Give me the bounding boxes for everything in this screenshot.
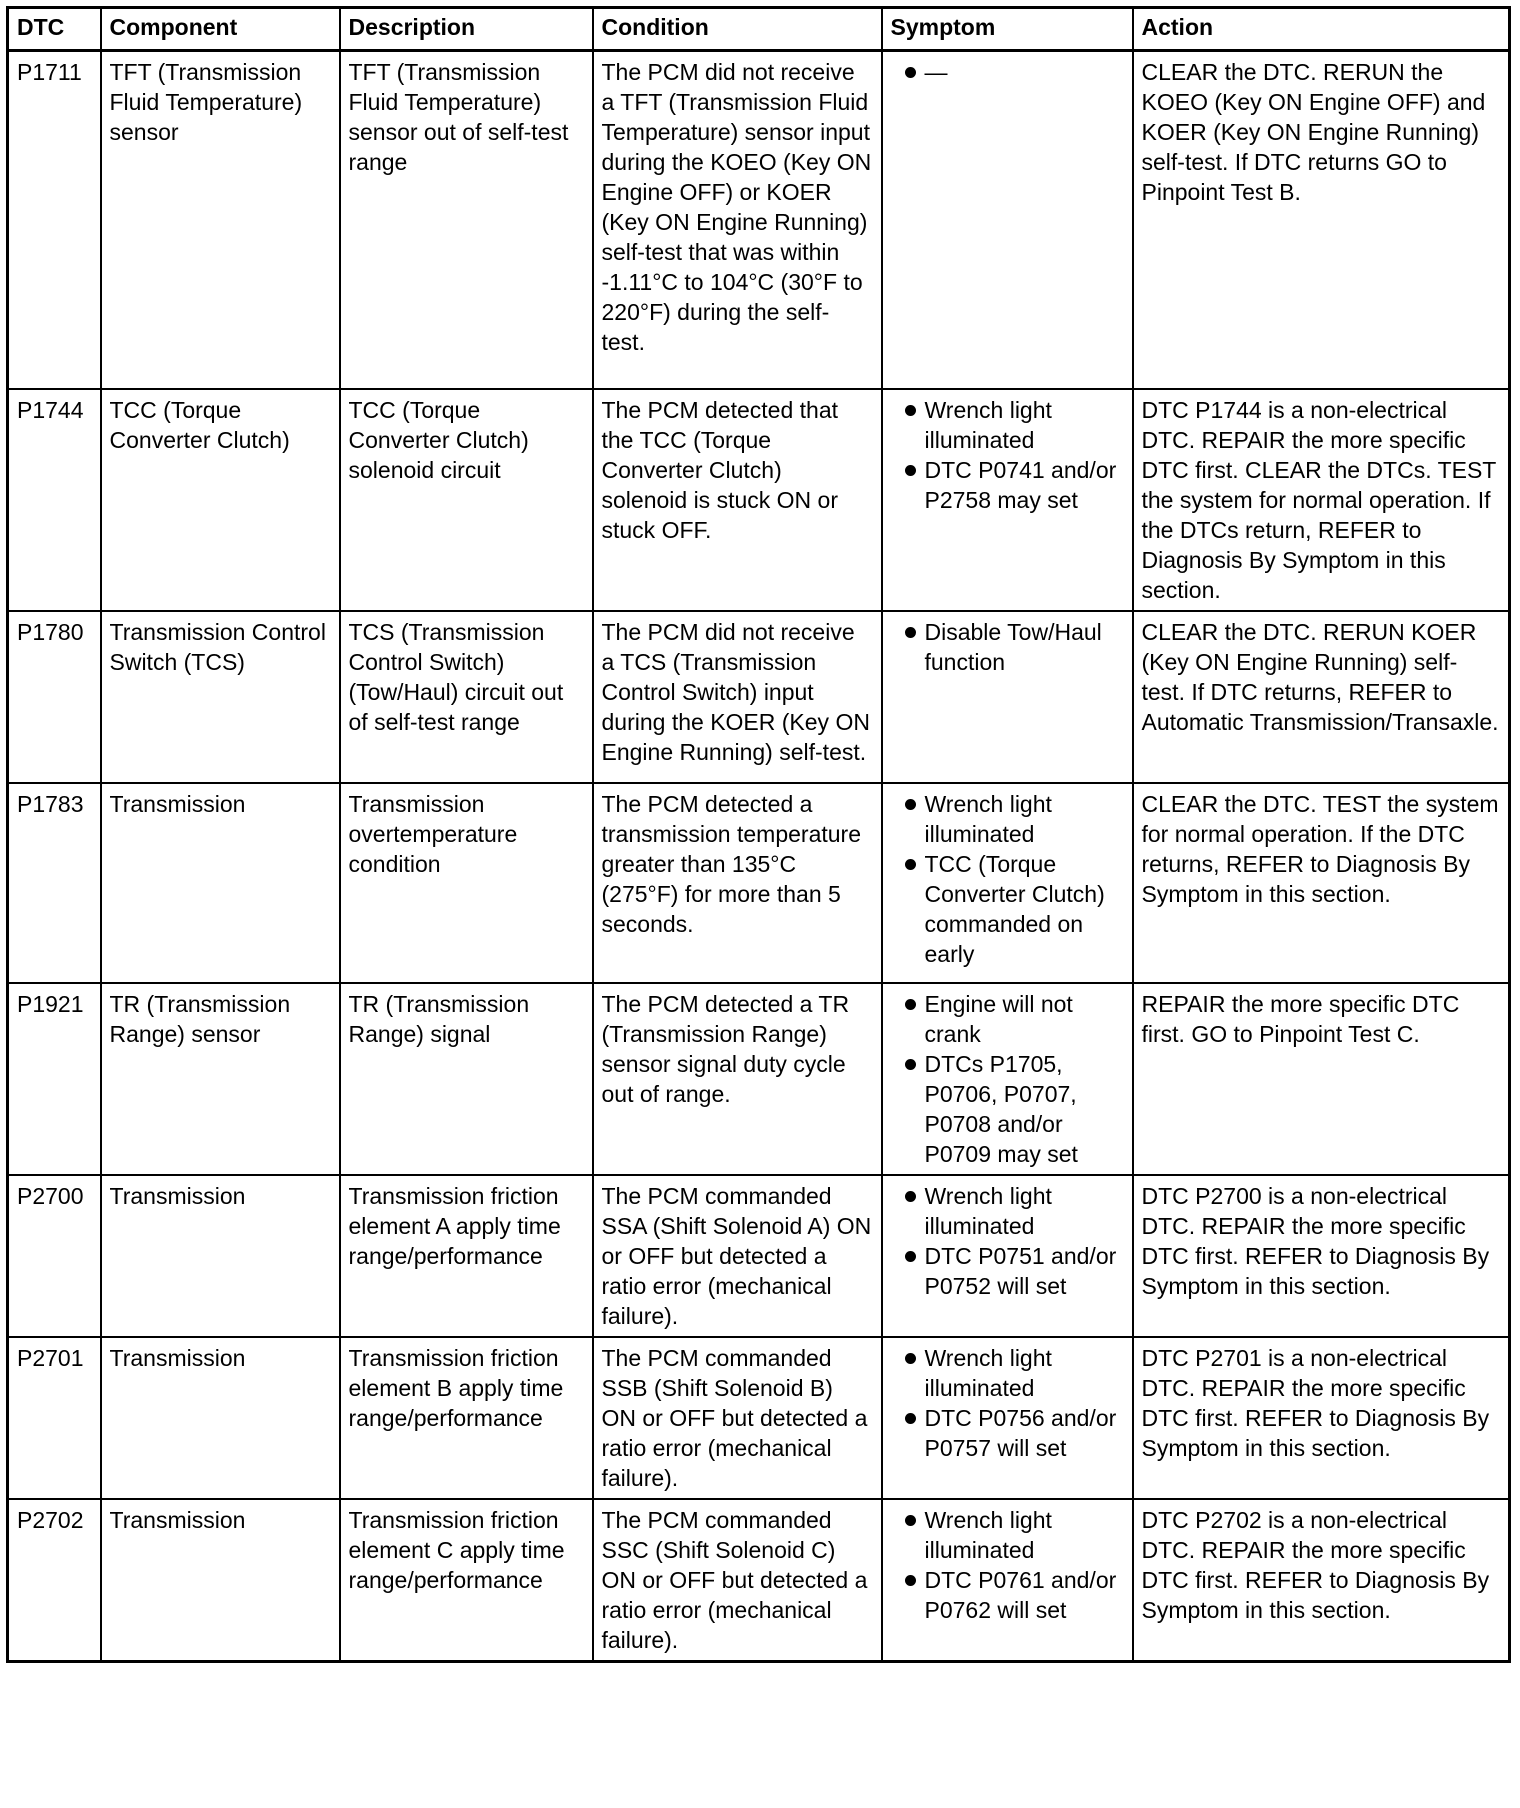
dtc-table-container: [6, 6, 1511, 1663]
table-row: [8, 611, 1510, 783]
description-cell: TCS (Transmission Control Switch) (Tow/Haul) circuit out of self-test range: [340, 611, 593, 783]
symptom-cell: [882, 611, 1133, 783]
symptom-cell: [882, 389, 1133, 611]
symptom-item: Wrench light illuminated: [891, 1343, 1124, 1403]
symptom-item: DTC P0761 and/or P0762 will set: [891, 1565, 1124, 1625]
symptom-cell: [882, 1499, 1133, 1662]
condition-cell: The PCM detected a transmission temperature greater than 135°C (275°F) for more than 5 seconds.: [593, 783, 882, 983]
description-cell: Transmission friction element A apply time range/performance: [340, 1175, 593, 1337]
action-cell: CLEAR the DTC. RERUN KOER (Key ON Engine Running) self-test. If DTC returns, REFER to Automatic Transmission/Transaxle.: [1133, 611, 1510, 783]
symptom-list: [891, 617, 1124, 677]
dtc-code-cell: P1711: [8, 51, 101, 389]
condition-cell: The PCM did not receive a TCS (Transmission Control Switch) input during the KOER (Key ON Engine Running) self-test.: [593, 611, 882, 783]
description-cell: Transmission friction element B apply time range/performance: [340, 1337, 593, 1499]
dtc-table: [6, 6, 1511, 1663]
condition-cell: The PCM commanded SSC (Shift Solenoid C) ON or OFF but detected a ratio error (mechanical failure).: [593, 1499, 882, 1662]
symptom-cell: [882, 1337, 1133, 1499]
description-cell: TFT (Transmission Fluid Temperature) sensor out of self-test range: [340, 51, 593, 389]
symptom-list: [891, 395, 1124, 515]
dtc-code-cell: P1921: [8, 983, 101, 1175]
action-cell: REPAIR the more specific DTC first. GO to Pinpoint Test C.: [1133, 983, 1510, 1175]
component-cell: Transmission: [101, 1337, 340, 1499]
symptom-cell: [882, 783, 1133, 983]
header-description: Description: [340, 8, 593, 51]
symptom-list: [891, 1181, 1124, 1301]
symptom-item: Engine will not crank: [891, 989, 1124, 1049]
component-cell: Transmission Control Switch (TCS): [101, 611, 340, 783]
action-cell: DTC P2702 is a non-electrical DTC. REPAIR the more specific DTC first. REFER to Diagnosis By Symptom in this section.: [1133, 1499, 1510, 1662]
condition-cell: The PCM detected a TR (Transmission Range) sensor signal duty cycle out of range.: [593, 983, 882, 1175]
condition-cell: The PCM detected that the TCC (Torque Converter Clutch) solenoid is stuck ON or stuck OFF.: [593, 389, 882, 611]
symptom-item: TCC (Torque Converter Clutch) commanded on early: [891, 849, 1124, 969]
header-row: [8, 8, 1510, 51]
symptom-list: [891, 1505, 1124, 1625]
component-cell: TFT (Transmission Fluid Temperature) sensor: [101, 51, 340, 389]
action-cell: DTC P2701 is a non-electrical DTC. REPAIR the more specific DTC first. REFER to Diagnosis By Symptom in this section.: [1133, 1337, 1510, 1499]
dtc-code-cell: P1744: [8, 389, 101, 611]
dtc-code-cell: P1780: [8, 611, 101, 783]
action-cell: DTC P2700 is a non-electrical DTC. REPAIR the more specific DTC first. REFER to Diagnosis By Symptom in this section.: [1133, 1175, 1510, 1337]
condition-cell: The PCM did not receive a TFT (Transmission Fluid Temperature) sensor input during the KOEO (Key ON Engine OFF) or KOER (Key ON Engine Running) self-test that was within -1.11°C to 104°C (30°F to 220°F) during the self-test.: [593, 51, 882, 389]
dtc-code-cell: P2701: [8, 1337, 101, 1499]
dtc-code-cell: P2700: [8, 1175, 101, 1337]
component-cell: Transmission: [101, 1499, 340, 1662]
header-condition: Condition: [593, 8, 882, 51]
symptom-item: Wrench light illuminated: [891, 1181, 1124, 1241]
symptom-item: DTC P0751 and/or P0752 will set: [891, 1241, 1124, 1301]
symptom-cell: [882, 1175, 1133, 1337]
symptom-item: DTCs P1705, P0706, P0707, P0708 and/or P0709 may set: [891, 1049, 1124, 1169]
component-cell: TR (Transmission Range) sensor: [101, 983, 340, 1175]
symptom-item: Wrench light illuminated: [891, 1505, 1124, 1565]
table-row: [8, 389, 1510, 611]
condition-cell: The PCM commanded SSB (Shift Solenoid B) ON or OFF but detected a ratio error (mechanical failure).: [593, 1337, 882, 1499]
symptom-list: [891, 789, 1124, 969]
symptom-list: [891, 989, 1124, 1169]
description-cell: Transmission overtemperature condition: [340, 783, 593, 983]
symptom-item: DTC P0741 and/or P2758 may set: [891, 455, 1124, 515]
table-row: [8, 983, 1510, 1175]
symptom-cell: [882, 51, 1133, 389]
component-cell: Transmission: [101, 1175, 340, 1337]
header-dtc: DTC: [8, 8, 101, 51]
symptom-list: [891, 57, 1124, 87]
header-symptom: Symptom: [882, 8, 1133, 51]
symptom-item: Wrench light illuminated: [891, 789, 1124, 849]
description-cell: Transmission friction element C apply time range/performance: [340, 1499, 593, 1662]
table-row: [8, 1337, 1510, 1499]
symptom-item: DTC P0756 and/or P0757 will set: [891, 1403, 1124, 1463]
table-row: [8, 783, 1510, 983]
table-row: [8, 1175, 1510, 1337]
table-row: [8, 1499, 1510, 1662]
action-cell: CLEAR the DTC. RERUN the KOEO (Key ON Engine OFF) and KOER (Key ON Engine Running) self-test. If DTC returns GO to Pinpoint Test B.: [1133, 51, 1510, 389]
header-action: Action: [1133, 8, 1510, 51]
symptom-list: [891, 1343, 1124, 1463]
dtc-code-cell: P2702: [8, 1499, 101, 1662]
symptom-item: —: [891, 57, 1124, 87]
symptom-cell: [882, 983, 1133, 1175]
dtc-code-cell: P1783: [8, 783, 101, 983]
description-cell: TCC (Torque Converter Clutch) solenoid circuit: [340, 389, 593, 611]
symptom-item: Wrench light illuminated: [891, 395, 1124, 455]
table-row: [8, 51, 1510, 389]
action-cell: CLEAR the DTC. TEST the system for normal operation. If the DTC returns, REFER to Diagnosis By Symptom in this section.: [1133, 783, 1510, 983]
description-cell: TR (Transmission Range) signal: [340, 983, 593, 1175]
component-cell: TCC (Torque Converter Clutch): [101, 389, 340, 611]
condition-cell: The PCM commanded SSA (Shift Solenoid A) ON or OFF but detected a ratio error (mechanical failure).: [593, 1175, 882, 1337]
symptom-item: Disable Tow/Haul function: [891, 617, 1124, 677]
action-cell: DTC P1744 is a non-electrical DTC. REPAIR the more specific DTC first. CLEAR the DTCs. TEST the system for normal operation. If the DTCs return, REFER to Diagnosis By Symptom in this section.: [1133, 389, 1510, 611]
component-cell: Transmission: [101, 783, 340, 983]
header-component: Component: [101, 8, 340, 51]
